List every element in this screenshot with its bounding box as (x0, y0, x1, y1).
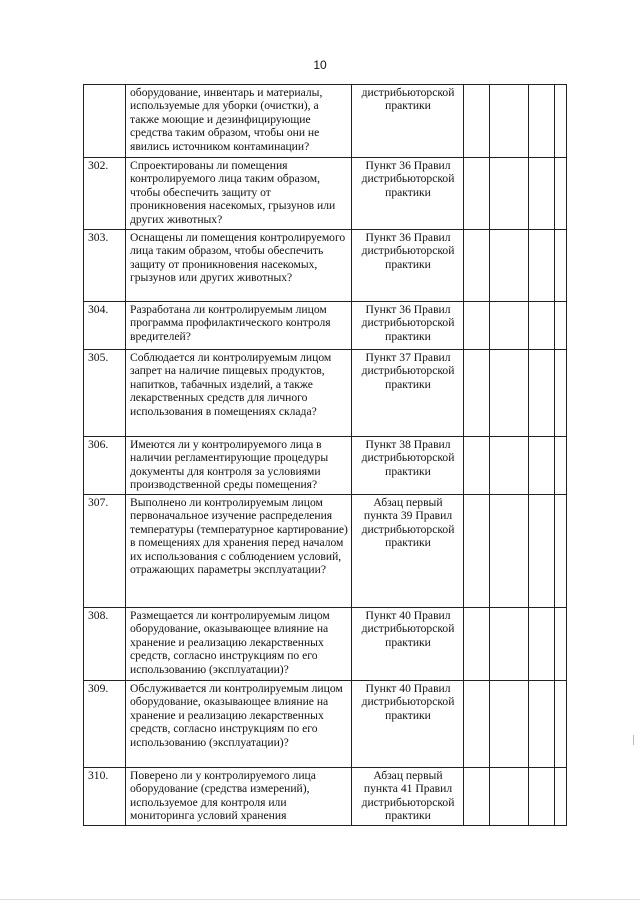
legal-reference: Пункт 36 Правил дистрибьюторской практики (352, 158, 464, 230)
answer-yes-cell (464, 230, 490, 302)
legal-reference: Абзац первый пункта 41 Правил дистрибьюторской практики (352, 768, 464, 826)
answer-no-cell (490, 768, 529, 826)
answer-yes-cell (464, 495, 490, 608)
note-cell (555, 302, 567, 350)
question-text: Имеются ли у контролируемого лица в наличии регламентирующие процедуры документы для контроля за условиями производственной среды помещения? (126, 437, 352, 495)
table-row (84, 495, 567, 608)
question-text: Размещается ли контролируемым лицом оборудование, оказывающее влияние на хранение и реализацию лекарственных средств, согласно инструкциям по его использованию (эксплуатации)? (126, 608, 352, 681)
answer-na-cell (529, 495, 555, 608)
answer-yes-cell (464, 608, 490, 681)
row-number: 302. (84, 158, 126, 230)
answer-yes-cell (464, 437, 490, 495)
table-row (84, 302, 567, 350)
answer-no-cell (490, 608, 529, 681)
question-text: Соблюдается ли контролируемым лицом запрет на наличие пищевых продуктов, напитков, табачных изделий, а также лекарственных средств для личного использования в помещениях склада? (126, 350, 352, 437)
answer-na-cell (529, 681, 555, 768)
row-number: 309. (84, 681, 126, 768)
table-row (84, 230, 567, 302)
answer-na-cell (529, 768, 555, 826)
table-row (84, 681, 567, 768)
row-number (84, 85, 126, 158)
row-number: 304. (84, 302, 126, 350)
answer-na-cell (529, 230, 555, 302)
table-row (84, 437, 567, 495)
question-text: оборудование, инвентарь и материалы, используемые для уборки (очистки), а также моющие и дезинфицирующие средства таким образом, чтобы они не явились источником контаминации? (126, 85, 352, 158)
answer-no-cell (490, 230, 529, 302)
answer-na-cell (529, 437, 555, 495)
scan-artifact (633, 735, 634, 745)
legal-reference: Пункт 36 Правил дистрибьюторской практики (352, 230, 464, 302)
note-cell (555, 681, 567, 768)
row-number: 303. (84, 230, 126, 302)
answer-na-cell (529, 608, 555, 681)
legal-reference: Пункт 40 Правил дистрибьюторской практики (352, 681, 464, 768)
answer-no-cell (490, 158, 529, 230)
answer-no-cell (490, 437, 529, 495)
page-bottom-edge (0, 899, 640, 900)
answer-yes-cell (464, 85, 490, 158)
note-cell (555, 768, 567, 826)
row-number: 308. (84, 608, 126, 681)
answer-yes-cell (464, 158, 490, 230)
legal-reference: дистрибьюторской практики (352, 85, 464, 158)
answer-yes-cell (464, 681, 490, 768)
row-number: 306. (84, 437, 126, 495)
note-cell (555, 437, 567, 495)
answer-na-cell (529, 85, 555, 158)
note-cell (555, 350, 567, 437)
answer-yes-cell (464, 302, 490, 350)
legal-reference: Пункт 37 Правил дистрибьюторской практики (352, 350, 464, 437)
table-row (84, 158, 567, 230)
note-cell (555, 230, 567, 302)
question-text: Выполнено ли контролируемым лицом первоначальное изучение распределения температуры (температурное картирование) в помещениях для хранения перед началом их использования с соблюдением условий, отражающих параметры эксплуатации? (126, 495, 352, 608)
answer-no-cell (490, 681, 529, 768)
answer-yes-cell (464, 350, 490, 437)
legal-reference: Абзац первый пункта 39 Правил дистрибьюторской практики (352, 495, 464, 608)
question-text: Разработана ли контролируемым лицом программа профилактического контроля вредителей? (126, 302, 352, 350)
question-text: Оснащены ли помещения контролируемого лица таким образом, чтобы обеспечить защиту от проникновения насекомых, грызунов или других животных? (126, 230, 352, 302)
answer-na-cell (529, 158, 555, 230)
answer-yes-cell (464, 768, 490, 826)
question-text: Поверено ли у контролируемого лица оборудование (средства измерений), используемое для контроля или мониторинга условий хранения (126, 768, 352, 826)
page-number: 10 (313, 58, 327, 72)
table-row (84, 608, 567, 681)
table-row (84, 85, 567, 158)
note-cell (555, 85, 567, 158)
note-cell (555, 495, 567, 608)
answer-na-cell (529, 302, 555, 350)
legal-reference: Пункт 36 Правил дистрибьюторской практики (352, 302, 464, 350)
answer-no-cell (490, 495, 529, 608)
question-text: Обслуживается ли контролируемым лицом оборудование, оказывающее влияние на хранение и реализацию лекарственных средств, согласно инструкциям по его использованию (эксплуатации)? (126, 681, 352, 768)
answer-no-cell (490, 302, 529, 350)
row-number: 305. (84, 350, 126, 437)
note-cell (555, 158, 567, 230)
answer-no-cell (490, 350, 529, 437)
legal-reference: Пункт 38 Правил дистрибьюторской практики (352, 437, 464, 495)
checklist-table (83, 84, 567, 826)
legal-reference: Пункт 40 Правил дистрибьюторской практики (352, 608, 464, 681)
answer-na-cell (529, 350, 555, 437)
note-cell (555, 608, 567, 681)
question-text: Спроектированы ли помещения контролируемого лица таким образом, чтобы обеспечить защиту от проникновения насекомых, грызунов или других животных? (126, 158, 352, 230)
row-number: 307. (84, 495, 126, 608)
table-row (84, 350, 567, 437)
table-row (84, 768, 567, 826)
answer-no-cell (490, 85, 529, 158)
row-number: 310. (84, 768, 126, 826)
